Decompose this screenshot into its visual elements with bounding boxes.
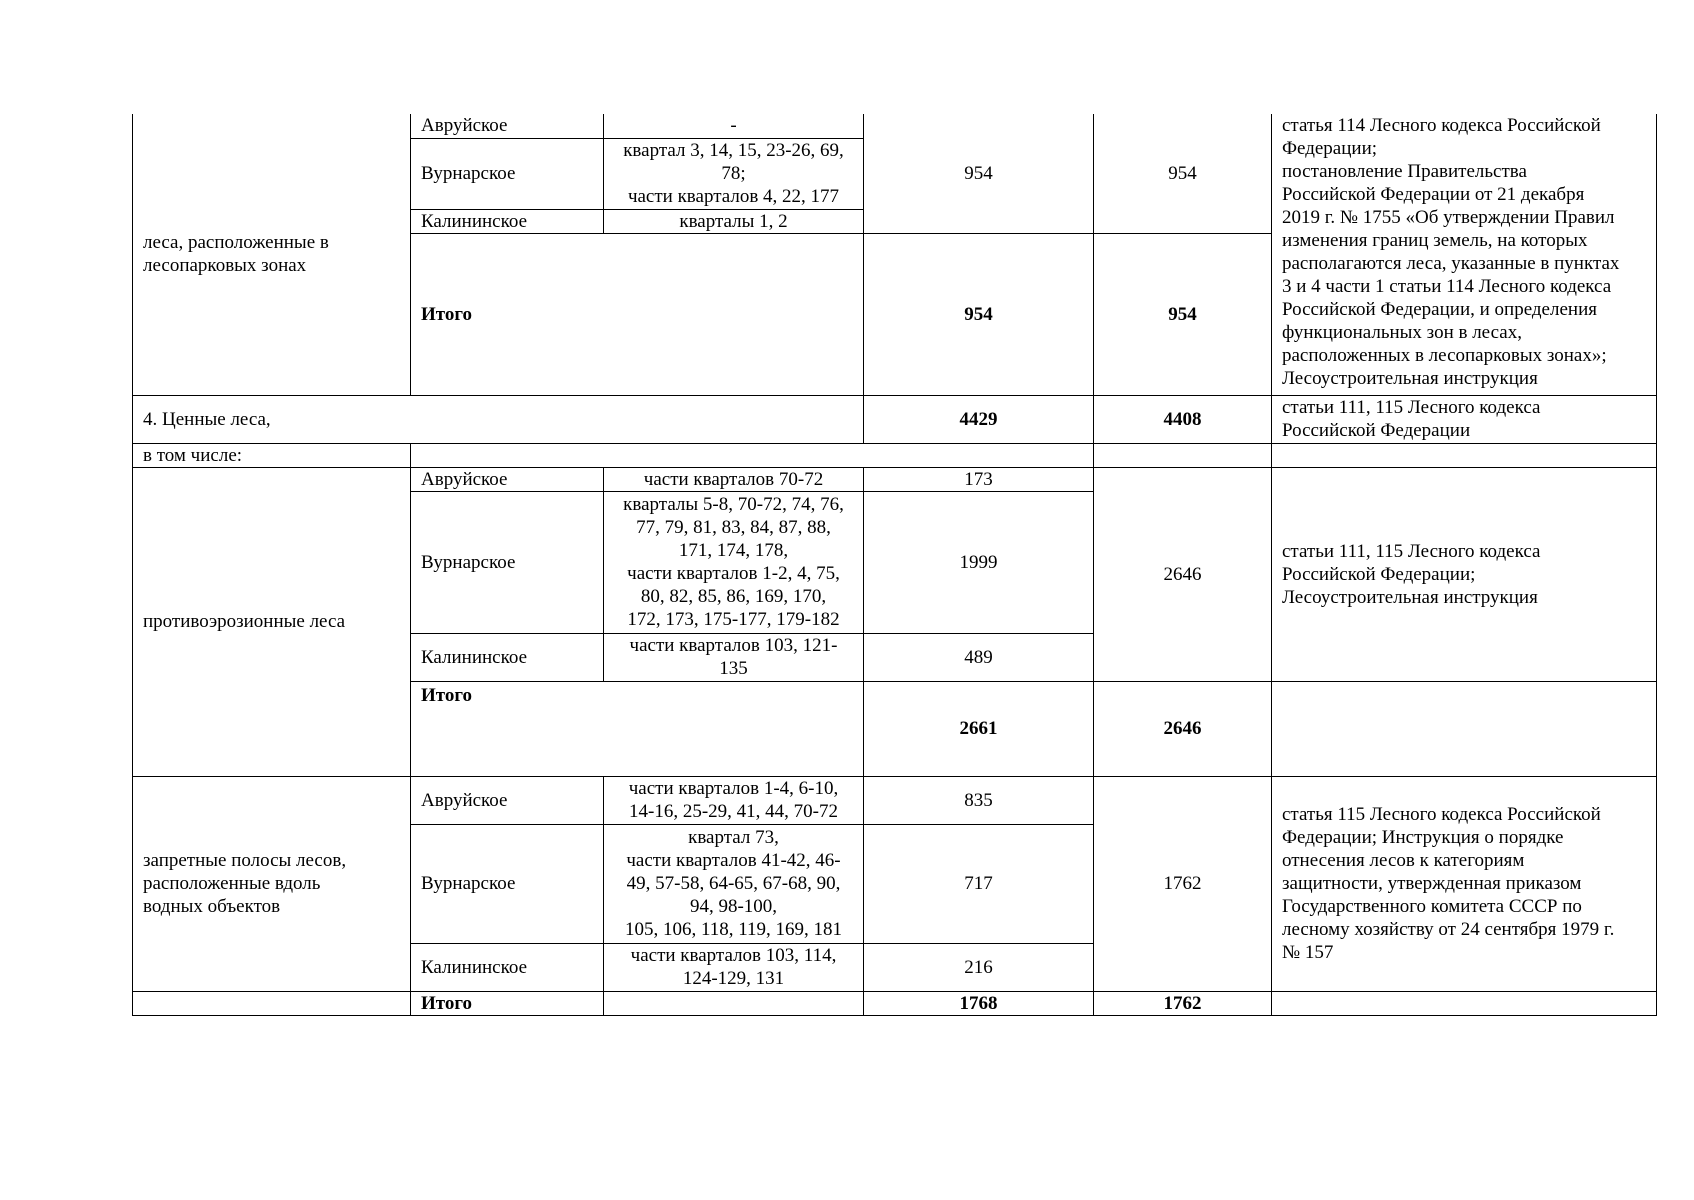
forestry-name-cell: Вурнарское <box>411 491 604 633</box>
area-cell: 216 <box>864 943 1094 991</box>
area-cell: 173 <box>864 467 1094 491</box>
legal-basis-line: статья 115 Лесного кодекса Российской <box>1282 804 1601 825</box>
quarters-line: 105, 106, 118, 119, 169, 181 <box>624 919 843 940</box>
category-name-cell <box>133 776 411 991</box>
quarters-cell: - <box>604 114 864 138</box>
quarters-line: 78; <box>721 163 746 184</box>
legal-basis-line: статья 114 Лесного кодекса Российской <box>1282 115 1601 136</box>
legal-basis-line: Российской Федерации <box>1282 420 1471 441</box>
empty-cell <box>411 443 1094 467</box>
quarters-line: кварталы 5-8, 70-72, 74, 76, <box>623 494 844 515</box>
area-cell: 717 <box>864 824 1094 943</box>
forestry-name-cell: Калининское <box>411 633 604 681</box>
category-name-cell: 4. Ценные леса, <box>133 395 864 443</box>
total-area-cell: 4408 <box>1094 395 1272 443</box>
quarters-line: квартал 73, <box>688 827 779 848</box>
empty-cell <box>604 991 864 1015</box>
quarters-line: 94, 98-100, <box>689 896 778 917</box>
legal-basis-line: 2019 г. № 1755 «Об утверждении Правил <box>1282 207 1615 228</box>
legal-basis-cell <box>1272 776 1657 991</box>
forest-category-table <box>132 114 1657 1016</box>
quarters-line: 49, 57-58, 64-65, 67-68, 90, <box>626 873 841 894</box>
legal-basis-line: Лесоустроительная инструкция <box>1282 586 1538 608</box>
category-name-cell <box>133 114 411 395</box>
category-name-cell: противоэрозионные леса <box>133 467 411 776</box>
area-cell: 954 <box>864 114 1094 233</box>
legal-basis-line: Государственного комитета СССР по <box>1282 896 1582 917</box>
quarters-cell <box>604 491 864 633</box>
quarters-cell <box>604 138 864 209</box>
empty-cell <box>1272 991 1657 1015</box>
forestry-name-cell: Калининское <box>411 943 604 991</box>
legal-basis-line: изменения границ земель, на которых <box>1282 230 1588 251</box>
area-cell: 1999 <box>864 491 1094 633</box>
subtotal-label: Итого <box>411 681 864 776</box>
quarters-cell <box>604 943 864 991</box>
legal-basis-line: Лесоустроительная инструкция <box>1282 368 1538 389</box>
legal-basis-cell <box>1272 467 1657 681</box>
subtotal-area: 1768 <box>864 991 1094 1015</box>
quarters-line: 14-16, 25-29, 41, 44, 70-72 <box>629 801 838 822</box>
category-name-line: леса, расположенные в <box>143 232 329 254</box>
subtotal-total: 2646 <box>1094 681 1272 776</box>
subtotal-label: Итого <box>411 991 604 1015</box>
empty-cell <box>133 991 411 1015</box>
subtotal-label: Итого <box>411 233 864 395</box>
quarters-line: 77, 79, 81, 83, 84, 87, 88, <box>636 517 831 538</box>
legal-basis-line: статьи 111, 115 Лесного кодекса <box>1282 397 1541 418</box>
quarters-cell <box>604 633 864 681</box>
legal-basis-line: располагаются леса, указанные в пунктах <box>1282 253 1620 274</box>
total-area-cell: 954 <box>1094 114 1272 233</box>
legal-basis-line: Российской Федерации, и определения <box>1282 299 1597 320</box>
subtotal-total: 954 <box>1094 233 1272 395</box>
quarters-line: части кварталов 1-2, 4, 75, <box>627 563 840 584</box>
legal-basis-cell <box>1272 395 1657 443</box>
empty-cell <box>1094 443 1272 467</box>
legal-basis-line: Российской Федерации; <box>1282 563 1476 585</box>
legal-basis-line: отнесения лесов к категориям <box>1282 850 1525 871</box>
quarters-cell <box>604 776 864 824</box>
quarters-cell <box>604 824 864 943</box>
quarters-line: квартал 3, 14, 15, 23-26, 69, <box>623 140 844 161</box>
quarters-line: части кварталов 103, 121- <box>629 635 838 656</box>
quarters-line: части кварталов 4, 22, 177 <box>627 186 840 207</box>
quarters-cell: кварталы 1, 2 <box>604 209 864 233</box>
quarters-line: части кварталов 1-4, 6-10, <box>628 778 839 799</box>
subtotal-area: 954 <box>864 233 1094 395</box>
empty-cell <box>1272 443 1657 467</box>
quarters-line: части кварталов 41-42, 46- <box>626 850 841 871</box>
legal-basis-line: постановление Правительства <box>1282 161 1527 182</box>
forestry-name-cell: Авруйское <box>411 467 604 491</box>
empty-cell <box>1272 681 1657 776</box>
legal-basis-line: Федерации; <box>1282 138 1378 159</box>
area-cell: 489 <box>864 633 1094 681</box>
category-name-line: лесопарковых зонах <box>143 255 307 277</box>
table-row <box>133 395 1657 443</box>
table-row <box>133 114 1657 138</box>
legal-basis-line: статьи 111, 115 Лесного кодекса <box>1282 540 1541 562</box>
subtotal-total: 1762 <box>1094 991 1272 1015</box>
forestry-name-cell: Вурнарское <box>411 824 604 943</box>
legal-basis-line: лесному хозяйству от 24 сентября 1979 г. <box>1282 919 1615 940</box>
legal-basis-cell <box>1272 114 1657 395</box>
table-row <box>133 467 1657 491</box>
quarters-line: 124-129, 131 <box>682 968 785 989</box>
legal-basis-line: № 157 <box>1282 942 1334 963</box>
forestry-name-cell: Авруйское <box>411 776 604 824</box>
legal-basis-line: защитности, утвержденная приказом <box>1282 873 1582 894</box>
subtotal-area: 2661 <box>864 681 1094 776</box>
quarters-line: части кварталов 103, 114, <box>630 945 837 966</box>
quarters-cell: части кварталов 70-72 <box>604 467 864 491</box>
quarters-line: 171, 174, 178, <box>678 540 789 561</box>
legal-basis-line: Федерации; Инструкция о порядке <box>1282 827 1564 848</box>
legal-basis-line: функциональных зон в лесах, <box>1282 322 1522 343</box>
legal-basis-line: Российской Федерации от 21 декабря <box>1282 184 1585 205</box>
forestry-name-cell: Авруйское <box>411 114 604 138</box>
including-label: в том числе: <box>133 443 411 467</box>
area-cell: 4429 <box>864 395 1094 443</box>
table-row <box>133 776 1657 824</box>
forestry-name-cell: Калининское <box>411 209 604 233</box>
forestry-name-cell: Вурнарское <box>411 138 604 209</box>
table-row <box>133 443 1657 467</box>
area-cell: 835 <box>864 776 1094 824</box>
table-row <box>133 991 1657 1015</box>
quarters-line: 80, 82, 85, 86, 169, 170, <box>640 586 827 607</box>
total-area-cell: 1762 <box>1094 776 1272 991</box>
category-name-line: расположенные вдоль <box>143 873 321 894</box>
total-area-cell: 2646 <box>1094 467 1272 681</box>
quarters-line: 135 <box>719 658 748 679</box>
quarters-line: 172, 173, 175-177, 179-182 <box>627 609 840 630</box>
category-name-line: водных объектов <box>143 896 281 917</box>
category-name-line: запретные полосы лесов, <box>143 850 347 871</box>
legal-basis-line: 3 и 4 части 1 статьи 114 Лесного кодекса <box>1282 276 1612 297</box>
legal-basis-line: расположенных в лесопарковых зонах»; <box>1282 345 1607 366</box>
